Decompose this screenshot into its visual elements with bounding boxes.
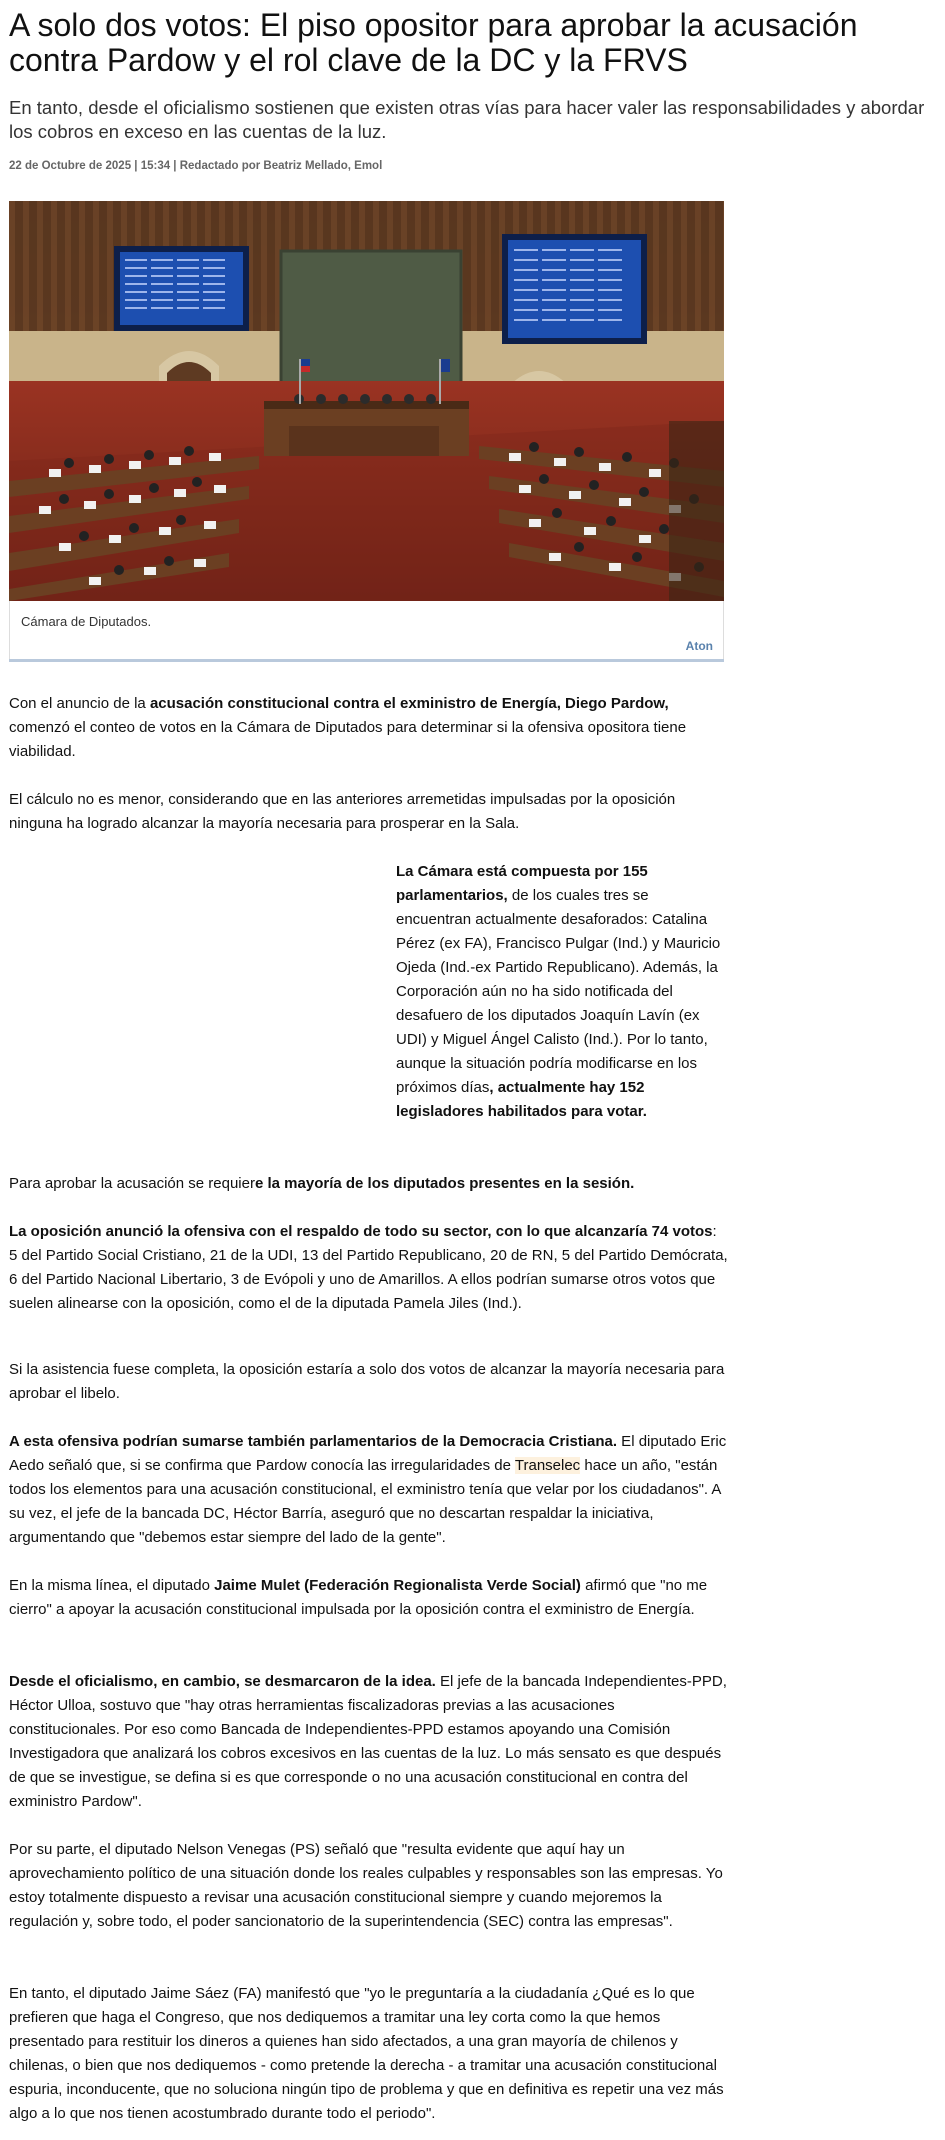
paragraph-6-text: Si la asistencia fuese completa, la oposición estaría a solo dos votos de alcanzar la mayoría necesaria para aprobar el libelo.	[9, 1361, 725, 1402]
article-byline: 22 de Octubre de 2025 | 15:34 | Redactado por Beatriz Mellado, Emol	[9, 160, 383, 172]
article-headline: A solo dos votos: El piso opositor para aprobar la acusación contra Pardow y el rol clave de la DC y la FRVS	[9, 7, 858, 78]
article-figure	[9, 201, 724, 662]
paragraph-1-text-a: Con el anuncio de la	[9, 695, 150, 712]
paragraph-6	[9, 1358, 729, 1406]
paragraph-3-text: de los cuales tres se encuentran actualmente desaforados: Catalina Pérez (ex FA), Francisco Pulgar (Ind.) y Mauricio Ojeda (Ind.-ex Partido Republicano). Además, la Corporación aún no ha sido notificada del desafuero de los diputados Joaquín Lavín (ex UDI) y Miguel Ángel Calisto (Ind.). Por lo tanto, aunque la situación podría modificarse en los próximos días	[396, 887, 721, 1096]
paragraph-10-text: Por su parte, el diputado Nelson Venegas (PS) señaló que "resulta evidente que aquí hay un aprovechamiento político de una situación donde los reales culpables y responsables son las empresas. Yo estoy totalmente dispuesto a revisar una acusación constitucional siempre y cuando mejoremos la regulación y, sobre todo, el poder sancionatorio de la superintendencia (SEC) contra las empresas".	[9, 1841, 723, 1930]
paragraph-1-text-b: comenzó el conteo de votos en la Cámara de Diputados para determinar si la ofensiva opositora tiene viabilidad.	[9, 719, 687, 760]
paragraph-8-text-a: En la misma línea, el diputado	[9, 1577, 215, 1594]
transelec-keyword-link[interactable]: Transelec	[514, 1457, 581, 1474]
paragraph-2	[9, 788, 729, 836]
paragraph-5-text: : 5 del Partido Social Cristiano, 21 de la UDI, 13 del Partido Republicano, 20 de RN, 5 del Partido Demócrata, 6 del Partido Nacional Libertario, 3 de Evópoli y uno de Amarillos. A ellos podrían sumarse otros votos que suelen alinearse con la oposición, como el de la diputada Pamela Jiles (Ind.).	[9, 1223, 728, 1312]
paragraph-5-bold: La oposición anunció la ofensiva con el respaldo de todo su sector, con lo que alcanzaría 74 votos	[9, 1223, 713, 1240]
photo-caption: Cámara de Diputados.	[21, 614, 152, 629]
article-subtitle: En tanto, desde el oficialismo sostienen que existen otras vías para hacer valer las responsabilidades y abordar los cobros en exceso en las cuentas de la luz.	[9, 97, 925, 142]
paragraph-7-text-a: El diputado Eric Aedo señaló que, si se confirma que Pardow conocía las irregularidades de	[9, 1433, 727, 1474]
paragraph-11-text: En tanto, el diputado Jaime Sáez (FA) manifestó que "yo le preguntaría a la ciudadanía ¿Qué es lo que prefieren que haga el Congreso, que nos dediquemos a tramitar una ley corta como la que hemos presentado para restituir los dineros a quienes han sido afectados, a una gran mayoría de chilenos y chilenas, o bien que nos dediquemos - como pretende la derecha - a tramitar una acusación constitucional espuria, inconducente, que no soluciona ningún tipo de problema y que en definitiva es repetir una vez más algo a lo que nos tienen acostumbrado durante todo el periodo".	[9, 1985, 724, 2122]
paragraph-8	[9, 1574, 729, 1622]
chamber-photo[interactable]	[9, 201, 724, 601]
paragraph-1	[9, 692, 729, 764]
paragraph-11	[9, 1982, 729, 2126]
paragraph-8-text-b: afirmó que "no me cierro" a apoyar la acusación constitucional impulsada por la oposición contra el exministro de Energía.	[9, 1577, 708, 1618]
paragraph-2-text: El cálculo no es menor, considerando que en las anteriores arremetidas impulsadas por la oposición ninguna ha logrado alcanzar la mayoría necesaria para prosperar en la Sala.	[9, 791, 676, 832]
paragraph-7-bold: A esta ofensiva podrían sumarse también parlamentarios de la Democracia Cristiana.	[9, 1433, 618, 1450]
paragraph-5	[9, 1220, 729, 1316]
paragraph-9-text: El jefe de la bancada Independientes-PPD, Héctor Ulloa, sostuvo que "hay otras herramientas fiscalizadoras previas a las acusaciones constitucionales. Por eso como Bancada de Independientes-PPD estamos apoyando una Comisión Investigadora que analizará los cobros excesivos en las cuentas de la luz. Lo más sensato es que después de que se investigue, se defina si es que corresponde o no una acusación constitucional en contra del exministro Pardow".	[9, 1673, 727, 1810]
paragraph-3-bold-b: , actualmente hay 152 legisladores habilitados para votar.	[396, 1079, 647, 1120]
paragraph-7-text-b: hace un año, "están todos los elementos para una acusación constitucional, el exministro tenía que velar por los ciudadanos". A su vez, el jefe de la bancada DC, Héctor Barría, aseguró que no descartan respaldar la iniciativa, argumentando que "debemos estar siempre del lado de la gente".	[9, 1457, 721, 1546]
paragraph-8-bold: Jaime Mulet (Federación Regionalista Verde Social)	[214, 1577, 581, 1594]
paragraph-1-bold: acusación constitucional contra el exministro de Energía, Diego Pardow,	[149, 695, 669, 712]
paragraph-4-bold: e la mayoría de los diputados presentes en la sesión.	[254, 1175, 635, 1192]
paragraph-7	[9, 1430, 729, 1550]
paragraph-4	[9, 1172, 729, 1196]
paragraph-3-sidebar	[396, 860, 726, 1124]
paragraph-9-bold: Desde el oficialismo, en cambio, se desmarcaron de la idea.	[9, 1673, 436, 1690]
paragraph-4-text: Para aprobar la acusación se requier	[9, 1175, 255, 1192]
paragraph-3-bold-a: La Cámara está compuesta por 155 parlamentarios,	[396, 863, 648, 904]
paragraph-10	[9, 1838, 729, 1934]
photo-caption-box	[9, 601, 724, 659]
photo-credit: Aton	[685, 639, 713, 653]
paragraph-9	[9, 1670, 729, 1814]
